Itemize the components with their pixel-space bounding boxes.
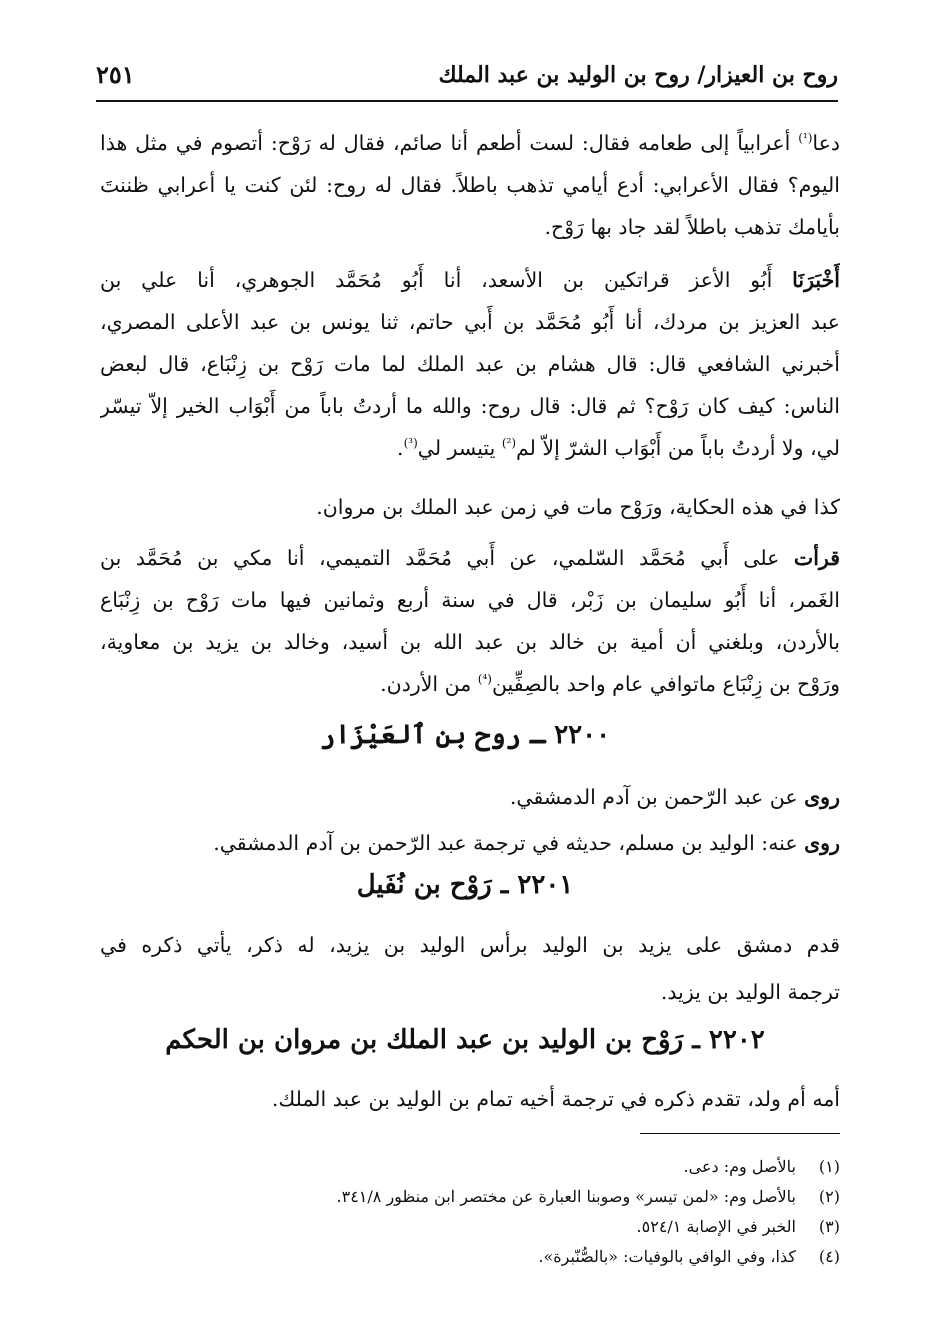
text-run: عنه: الوليد بن مسلم، حديثه في ترجمة عبد الرّحمن بن آدم الدمشقي. [213,831,798,855]
text-line: الناس: كيف كان رَوْح؟ ثم قال: قال روح: والله ما أردتُ باباً من أَبْوَاب الخير إلاّ تيسّر [100,394,840,418]
footnote-number: (٢) [818,1187,840,1206]
footnote-text: الخبر في الإصابة ٥٢٤/١. [636,1217,796,1236]
footnote [100,1154,840,1180]
text-line [100,826,840,860]
text-run: عن عبد الرّحمن بن آدم الدمشقي. [509,785,798,809]
text-line: بأيامك تذهب باطلاً لقد جاد بها رَوْح. [544,215,840,239]
footnote-text: كذا، وفي الوافي بالوفيات: «بالصُّنّبرة». [538,1247,796,1266]
text-line: كذا في هذه الحكاية، ورَوْح مات في زمن عبد الملك بن مروان. [316,495,840,519]
text-line: أخبرني الشافعي قال: قال هشام بن عبد الملك لما مات رَوْح بن زِنْبَاع، قال لبعض [100,352,840,376]
text-line: الغَمر، أنا أَبُو سليمان بن زَبْر، قال في سنة أربع وثمانين فيها مات رَوْح بن زِنْبَاع [100,588,840,612]
text-line: أمه أم ولد، تقدم ذكره في ترجمة أخيه تمام بن الوليد بن عبد الملك. [271,1087,840,1111]
text-line: ترجمة الوليد بن يزيد. [660,980,840,1004]
text-line: ورَوْح بن زِنْبَاع ماتوافي عام واحد بالصِفِّين$^{(^4)}$ من الأردن. [380,672,840,696]
isnad-lead: أَخْبَرَنَا [792,268,840,292]
footnote [100,1184,840,1210]
entry-heading-2202: ٢٢٠٢ ـ رَوْح بن الوليد بن عبد الملك بن مروان بن الحكم [165,1025,765,1055]
text-line [100,541,840,575]
footnote-number: (١) [818,1157,840,1176]
page-number: ٢٥١ [96,60,135,89]
riwaya-lead: روى [804,831,840,855]
text-line: دعا$^{(^1)}$ أعرابياً إلى طعامه فقال: لست أطعم أنا صائم، فقال له رَوْح: أتصوم في مثل هذا [100,131,840,155]
footnote-number: (٣) [818,1217,840,1236]
footnote [100,1244,840,1270]
text-line [100,780,840,814]
text-line: عبد العزيز بن مردك، أنا أَبُو مُحَمَّد بن أَبي حاتم، ثنا يونس بن عبد الأعلى المصري، [100,310,840,334]
text-run: على أَبي مُحَمَّد السّلمي، عن أَبي مُحَمَّد التميمي، أنا مكي بن مُحَمَّد بن [100,546,780,570]
running-title: روح بن العيزار/ روح بن الوليد بن عبد الملك [438,62,838,88]
footnote [100,1214,840,1240]
text-line: اليوم؟ فقال الأعرابي: أدع أيامي تذهب باطلاً. فقال له روح: لئن كنت يا أعرابي ظننتَ [100,173,840,197]
entry-heading-2201: ٢٢٠١ ـ رَوْح بن نُفَيل [356,870,574,900]
entry-heading-2200: ٢٢٠٠ ـ روح بن ٱلعَيْزَار [319,720,611,750]
footnote-number: (٤) [818,1247,840,1266]
footnote-divider [640,1133,840,1134]
isnad-lead: قرأت [793,546,840,570]
running-header [96,58,838,102]
text-run: أَبُو الأعز قراتكين بن الأسعد، أنا أَبُو مُحَمَّد الجوهري، أنا علي بن [100,268,773,292]
text-line: لي، ولا أردتُ باباً من أَبْوَاب الشرّ إلاّ لم$^{(^2)}$ يتيسر لي$^{(^3)}$. [397,436,840,460]
text-line: قدم دمشق على يزيد بن الوليد برأس الوليد بن يزيد، له ذكر، يأتي ذكره في [100,933,840,957]
footnote-text: بالأصل وم: «لمن تيسر» وصوبنا العبارة عن مختصر ابن منظور ٣٤١/٨. [336,1187,796,1206]
riwaya-lead: روى [804,785,840,809]
text-line [100,263,840,297]
footnote-text: بالأصل وم: دعى. [683,1157,796,1176]
text-line: بالأردن، وبلغني أن أمية بن خالد بن عبد الله بن أسيد، وخالد بن يزيد بن معاوية، [100,630,840,654]
